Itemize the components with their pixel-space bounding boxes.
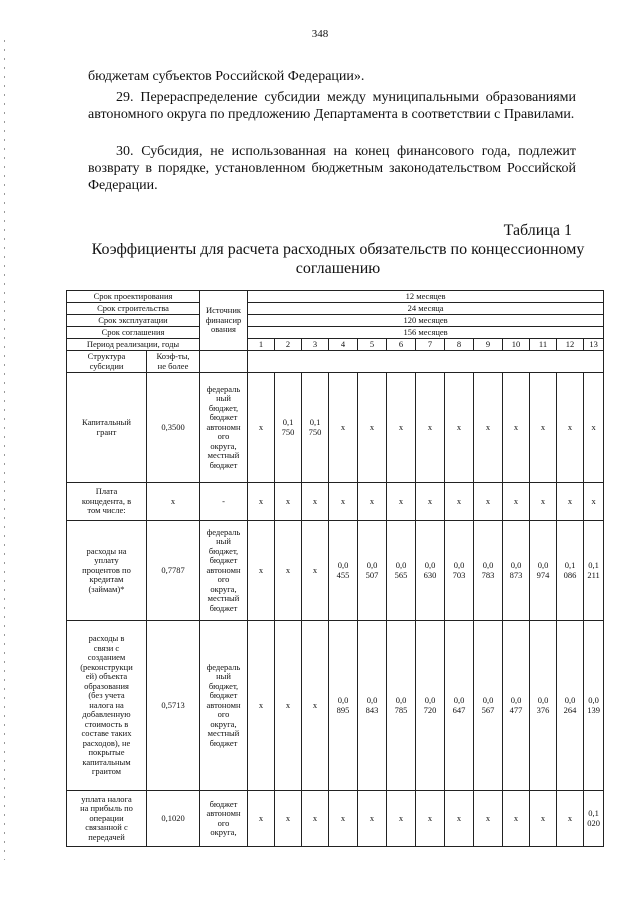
cell-value: x	[503, 791, 530, 847]
year-11: 11	[530, 339, 557, 351]
cell-value: 0,1 020	[584, 791, 604, 847]
cell-value: x	[557, 373, 584, 483]
cell-value: x	[387, 483, 416, 521]
row-source: бюджет автономн ого округа,	[200, 791, 248, 847]
cell-value: x	[329, 373, 358, 483]
cell-value: 0,0 785	[387, 621, 416, 791]
cell-value: 0,0 843	[358, 621, 387, 791]
cell-value: x	[302, 483, 329, 521]
cell-value: x	[329, 791, 358, 847]
year-1: 1	[248, 339, 275, 351]
row-coef: 0,1020	[147, 791, 200, 847]
page-edge-dots	[4, 40, 5, 860]
cell-value: 0,0 565	[387, 521, 416, 621]
cell-value: x	[302, 521, 329, 621]
row-coef: 0,5713	[147, 621, 200, 791]
cell-value: x	[248, 791, 275, 847]
year-12: 12	[557, 339, 584, 351]
year-7: 7	[416, 339, 445, 351]
cell-value: x	[584, 483, 604, 521]
cell-value: x	[503, 483, 530, 521]
year-13: 13	[584, 339, 604, 351]
cell-value: 0,1 750	[302, 373, 329, 483]
construction-term-value: 24 месяца	[248, 303, 604, 315]
cell-value: x	[358, 373, 387, 483]
cell-value: x	[503, 373, 530, 483]
cell-value: 0,0 873	[503, 521, 530, 621]
cell-value: 0,1 750	[275, 373, 302, 483]
cell-value: x	[302, 791, 329, 847]
row-source: федераль ный бюджет, бюджет автономн ого округа, местный бюджет	[200, 521, 248, 621]
row-name: Капитальный грант	[67, 373, 147, 483]
cell-value: 0,0 630	[416, 521, 445, 621]
cell-value: x	[530, 373, 557, 483]
row-source: -	[200, 483, 248, 521]
table-title: Коэффициенты для расчета расходных обязательств по концессионному соглашению	[91, 241, 585, 277]
cell-value: 0,0 647	[445, 621, 474, 791]
cell-value: x	[248, 621, 275, 791]
row-name: расходы на уплату процентов по кредитам (займам)*	[67, 521, 147, 621]
coef-header: Коэф-ты, не более	[147, 351, 200, 373]
paragraph-29: 29. Перераспределение субсидии между муниципальными образованиями автономного округа по предложению Департамента в соответствии с Правилами.	[88, 90, 576, 122]
cell-value: x	[248, 373, 275, 483]
row-coef: x	[147, 483, 200, 521]
table-row	[67, 791, 604, 847]
row-coef: 0,7787	[147, 521, 200, 621]
table-label: Таблица 1	[503, 222, 572, 239]
cell-value: x	[275, 791, 302, 847]
cell-value: 0,0 895	[329, 621, 358, 791]
year-8: 8	[445, 339, 474, 351]
cell-value: x	[248, 521, 275, 621]
agreement-term-label: Срок соглашения	[67, 327, 200, 339]
cell-value: 0,0 376	[530, 621, 557, 791]
table-row	[67, 521, 604, 621]
cell-value: 0,0 139	[584, 621, 604, 791]
operation-term-value: 120 месяцев	[248, 315, 604, 327]
paragraph-30: 30. Субсидия, не использованная на конец финансового года, подлежит возврату в порядке, установленном бюджетным законодательством Российской Федерации.	[88, 144, 576, 193]
cell-value: 0,0 703	[445, 521, 474, 621]
cell-value: x	[530, 791, 557, 847]
year-3: 3	[302, 339, 329, 351]
cell-value: x	[358, 791, 387, 847]
construction-term-label: Срок строительства	[67, 303, 200, 315]
row-coef: 0,3500	[147, 373, 200, 483]
cell-value: x	[416, 373, 445, 483]
cell-value: x	[474, 483, 503, 521]
source-header: Источник финансир ования	[200, 291, 248, 351]
cell-value: x	[557, 483, 584, 521]
cell-value: x	[445, 483, 474, 521]
cell-value: 0,0 974	[530, 521, 557, 621]
table-row	[67, 373, 604, 483]
agreement-term-value: 156 месяцев	[248, 327, 604, 339]
cell-value: 0,0 507	[358, 521, 387, 621]
row-name: Плата концедента, в том числе:	[67, 483, 147, 521]
row-source: федераль ный бюджет, бюджет автономн ого округа, местный бюджет	[200, 621, 248, 791]
cell-value: x	[387, 373, 416, 483]
cell-value: x	[248, 483, 275, 521]
cell-value: 0,0 455	[329, 521, 358, 621]
paragraph-1: бюджетам субъектов Российской Федерации».	[88, 69, 365, 84]
cell-value: x	[329, 483, 358, 521]
cell-value: x	[474, 373, 503, 483]
cell-value: x	[302, 621, 329, 791]
cell-value: x	[584, 373, 604, 483]
cell-value: 0,0 783	[474, 521, 503, 621]
cell-value: x	[445, 373, 474, 483]
year-5: 5	[358, 339, 387, 351]
cell-value: x	[416, 483, 445, 521]
coefficients-table	[66, 290, 604, 847]
cell-value: x	[275, 621, 302, 791]
cell-value: 0,0 264	[557, 621, 584, 791]
cell-value: x	[416, 791, 445, 847]
design-term-value: 12 месяцев	[248, 291, 604, 303]
structure-header: Структура субсидии	[67, 351, 147, 373]
cell-value: 0,0 720	[416, 621, 445, 791]
operation-term-label: Срок эксплуатации	[67, 315, 200, 327]
year-2: 2	[275, 339, 302, 351]
cell-value: x	[445, 791, 474, 847]
cell-value: x	[275, 521, 302, 621]
year-10: 10	[503, 339, 530, 351]
cell-value: x	[474, 791, 503, 847]
table-row	[67, 483, 604, 521]
page-number: 348	[311, 28, 329, 40]
cell-value: 0,1 211	[584, 521, 604, 621]
cell-value: x	[387, 791, 416, 847]
row-name: уплата налога на прибыль по операции связанной с передачей	[67, 791, 147, 847]
row-name: расходы в связи с созданием (реконструкци ей) объекта образования (без учета налога на добавленную стоимость в составе таких расходов), не покрытые капитальным граитом	[67, 621, 147, 791]
cell-value: 0,1 086	[557, 521, 584, 621]
cell-value: x	[557, 791, 584, 847]
cell-value: 0,0 567	[474, 621, 503, 791]
cell-value: x	[358, 483, 387, 521]
design-term-label: Срок проектирования	[67, 291, 200, 303]
period-label: Период реализации, годы	[67, 339, 200, 351]
year-6: 6	[387, 339, 416, 351]
table-row	[67, 621, 604, 791]
year-4: 4	[329, 339, 358, 351]
row-source: федераль ный бюджет, бюджет автономн ого округа, местный бюджет	[200, 373, 248, 483]
cell-value: x	[530, 483, 557, 521]
cell-value: x	[275, 483, 302, 521]
cell-value: 0,0 477	[503, 621, 530, 791]
year-9: 9	[474, 339, 503, 351]
